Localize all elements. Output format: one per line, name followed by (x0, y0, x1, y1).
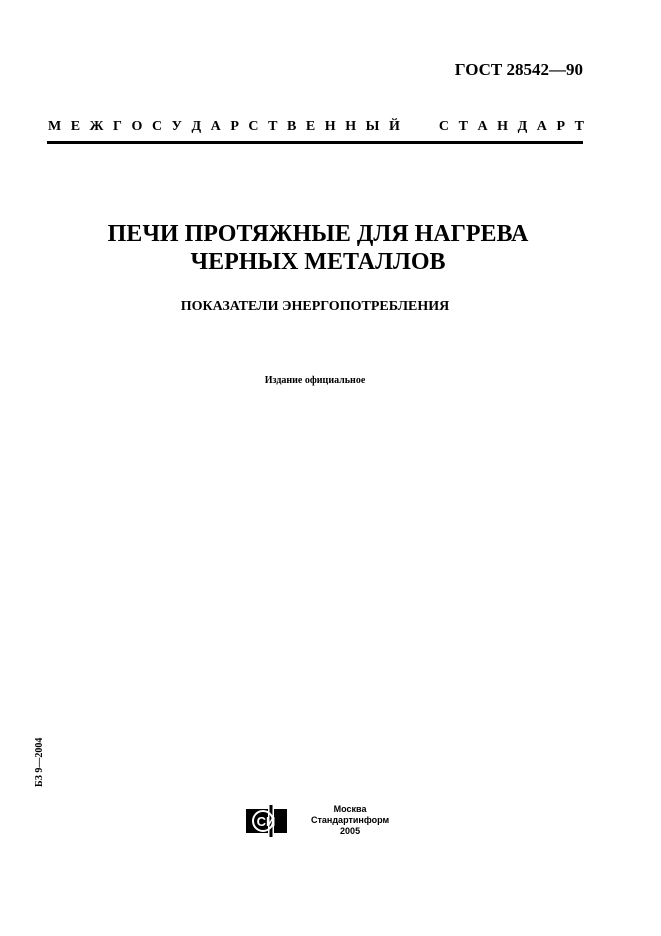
heading-letter: Т (458, 119, 468, 134)
document-subtitle: ПОКАЗАТЕЛИ ЭНЕРГОПОТРЕБЛЕНИЯ (180, 299, 450, 314)
word-gap (409, 118, 429, 136)
heading-letter: А (210, 119, 221, 134)
heading-letter: Г (113, 119, 122, 134)
interstate-standard-heading (48, 118, 584, 136)
title-line-2: ЧЕРНЫХ МЕТАЛЛОВ (190, 249, 446, 275)
publisher-year: 2005 (340, 826, 361, 836)
heading-letter: Ж (89, 119, 104, 134)
heading-letter: Н (345, 119, 357, 134)
heading-letter: У (171, 119, 182, 134)
heading-letter: Н (497, 119, 509, 134)
heading-letter: Р (230, 119, 239, 134)
heading-letter: Т (574, 119, 584, 134)
heading-letter: А (536, 119, 547, 134)
edition-note: Издание официальное (264, 375, 366, 386)
heading-letter: С (151, 119, 163, 134)
heading-letter: А (477, 119, 488, 134)
heading-letter: Р (556, 119, 566, 134)
heading-letter: М (48, 119, 62, 134)
heading-letter: С (438, 119, 450, 134)
publisher-block (246, 804, 389, 837)
publisher-text (311, 804, 389, 837)
heading-letter: Н (324, 119, 336, 134)
heading-letter: Т (268, 119, 278, 134)
heading-letter: В (286, 119, 297, 134)
heading-rule (47, 141, 583, 144)
heading-letter: Ы (365, 119, 380, 134)
document-title (0, 220, 636, 276)
heading-letter: Е (305, 119, 316, 134)
gost-number: ГОСТ 28542—90 (454, 60, 583, 79)
heading-letter: Е (70, 119, 81, 134)
heading-letter: С (248, 119, 259, 134)
heading-letter: О (131, 119, 143, 134)
title-line-1: ПЕЧИ ПРОТЯЖНЫЕ ДЛЯ НАГРЕВА (107, 221, 529, 247)
svg-text:СИ: СИ (256, 813, 276, 829)
publisher-name: Стандартинформ (311, 815, 390, 825)
publisher-city: Москва (333, 804, 367, 814)
heading-letter: Д (517, 119, 528, 134)
heading-letter: Д (191, 119, 202, 134)
heading-letter: Й (388, 119, 400, 134)
standartinform-logo-icon (246, 805, 287, 837)
side-code: БЗ 9—2004 (34, 737, 45, 787)
